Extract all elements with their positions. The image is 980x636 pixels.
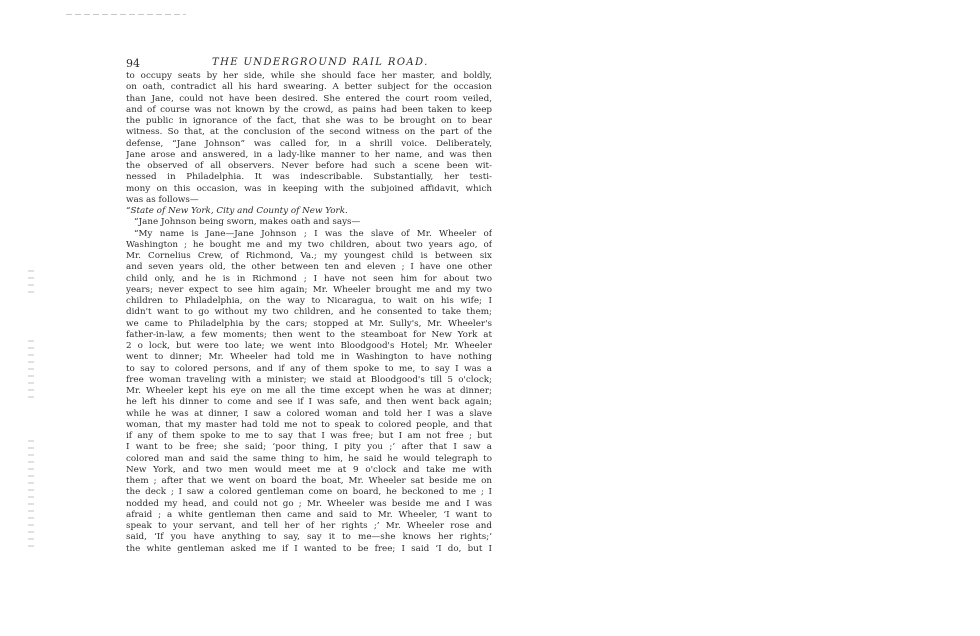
text-line: to say to colored persons, and if any of them spoke to me, to say I was a (126, 363, 492, 374)
text-line: father-in-law, a few moments; then went to the steamboat for New York at (126, 329, 492, 340)
text-line: on oath, contradict all his hard swearing. A better subject for the occasion (126, 82, 492, 93)
body-text (126, 71, 492, 555)
text-line: Mr. Cornelius Crew, of Richmond, Va.; my youngest child is between six (126, 251, 492, 261)
page-number: 94 (126, 57, 140, 70)
scan-artifact (66, 14, 186, 15)
text-line: nessed in Philadelphia. It was indescribable. Substantially, her testi- (126, 172, 492, 183)
text-line: than Jane, could not have been desired. She entered the court room veiled, (126, 93, 492, 104)
text-line: colored man and said the same thing to him, he said he would telegraph to (126, 453, 492, 464)
text-line: woman, that my master had told me not to speak to colored people, and that (126, 419, 492, 430)
text-line: was as follows— (126, 194, 199, 205)
text-line: them ; after that we went on board the boat, Mr. Wheeler sat beside me on (126, 476, 492, 486)
text-line: New York, and two men would meet me at 9 o'clock and take me with (126, 464, 492, 475)
text-line: 2 o lock, but were too late; we went into Bloodgood's Hotel; Mr. Wheeler (126, 341, 492, 351)
text-line: didn't want to go without my two children, and he consented to take them; (126, 307, 492, 318)
text-line: witness. So that, at the conclusion of the second witness on the part of the (126, 127, 492, 138)
gutter-artifact (28, 440, 34, 550)
text-line: the deck ; I saw a colored gentleman come on board, he beckoned to me ; I (126, 487, 492, 498)
page-header (126, 57, 492, 71)
text-line: children to Philadelphia, on the way to Nicaragua, to wait on his wife; I (126, 296, 492, 306)
text-line: free woman traveling with a minister; we staid at Bloodgood's till 5 o'clock; (126, 374, 492, 385)
text-line: he left his dinner to come and see if I was safe, and then went back again; (126, 397, 492, 408)
text-line: the white gentleman asked me if I wanted to be free; I said ‘I do, but I (126, 543, 492, 554)
text-line: mony on this occasion, was in keeping with the subjoined affidavit, which (126, 183, 492, 194)
text-line: said, ‘If you have anything to say, say it to me—she knows her rights;’ (126, 532, 492, 543)
text-line: Washington ; he bought me and my two children, about two years ago, of (126, 239, 492, 250)
text-line: years; never expect to see him again; Mr. Wheeler brought me and my two (126, 284, 492, 295)
text-line: Jane arose and answered, in a lady-like manner to her name, and was then (126, 149, 492, 160)
running-head: THE UNDERGROUND RAIL ROAD. (212, 57, 429, 68)
text-line: and seven years old, the other between ten and eleven ; I have one other (126, 262, 492, 273)
gutter-artifact (28, 270, 34, 294)
text-line: to occupy seats by her side, while she should face her master, and boldly, (126, 71, 492, 81)
text-line: child only, and he is in Richmond ; I have not seen him for about two (126, 273, 492, 284)
text-line: while he was at dinner, I saw a colored woman and told her I was a slave (126, 408, 492, 419)
text-line: the public in ignorance of the fact, that she was to be brought on to bear (126, 116, 492, 126)
text-line: I want to be free; she said; ‘poor thing, I pity you ;’ after that I saw a (126, 442, 492, 453)
text-line: the observed of all observers. Never before had such a scene been wit- (126, 161, 492, 171)
text-line: speak to your servant, and tell her of her rights ;’ Mr. Wheeler rose and (126, 521, 492, 531)
text-line: “State of New York, City and County of New York. (126, 206, 348, 216)
text-line: if any of them spoke to me to say that I was free; but I am not free ; but (126, 431, 492, 441)
text-line: “Jane Johnson being sworn, makes oath and says— (134, 217, 361, 228)
text-line: nodded my head, and could not go ; Mr. Wheeler was beside me and I was (126, 498, 492, 509)
text-line: and of course was not known by the crowd, as pains had been taken to keep (126, 104, 492, 115)
text-line: “My name is Jane—Jane Johnson ; I was the slave of Mr. Wheeler of (134, 228, 492, 239)
text-line: went to dinner; Mr. Wheeler had told me in Washington to have nothing (126, 352, 492, 363)
text-line: afraid ; a white gentleman then came and said to Mr. Wheeler, ‘I want to (126, 509, 492, 520)
gutter-artifact (28, 340, 34, 400)
text-line: we came to Philadelphia by the cars; stopped at Mr. Sully's, Mr. Wheeler's (126, 318, 492, 329)
text-line: Mr. Wheeler kept his eye on me all the time except when he was at dinner; (126, 386, 492, 396)
text-line: defense, “Jane Johnson” was called for, in a shrill voice. Deliberately, (126, 138, 492, 149)
